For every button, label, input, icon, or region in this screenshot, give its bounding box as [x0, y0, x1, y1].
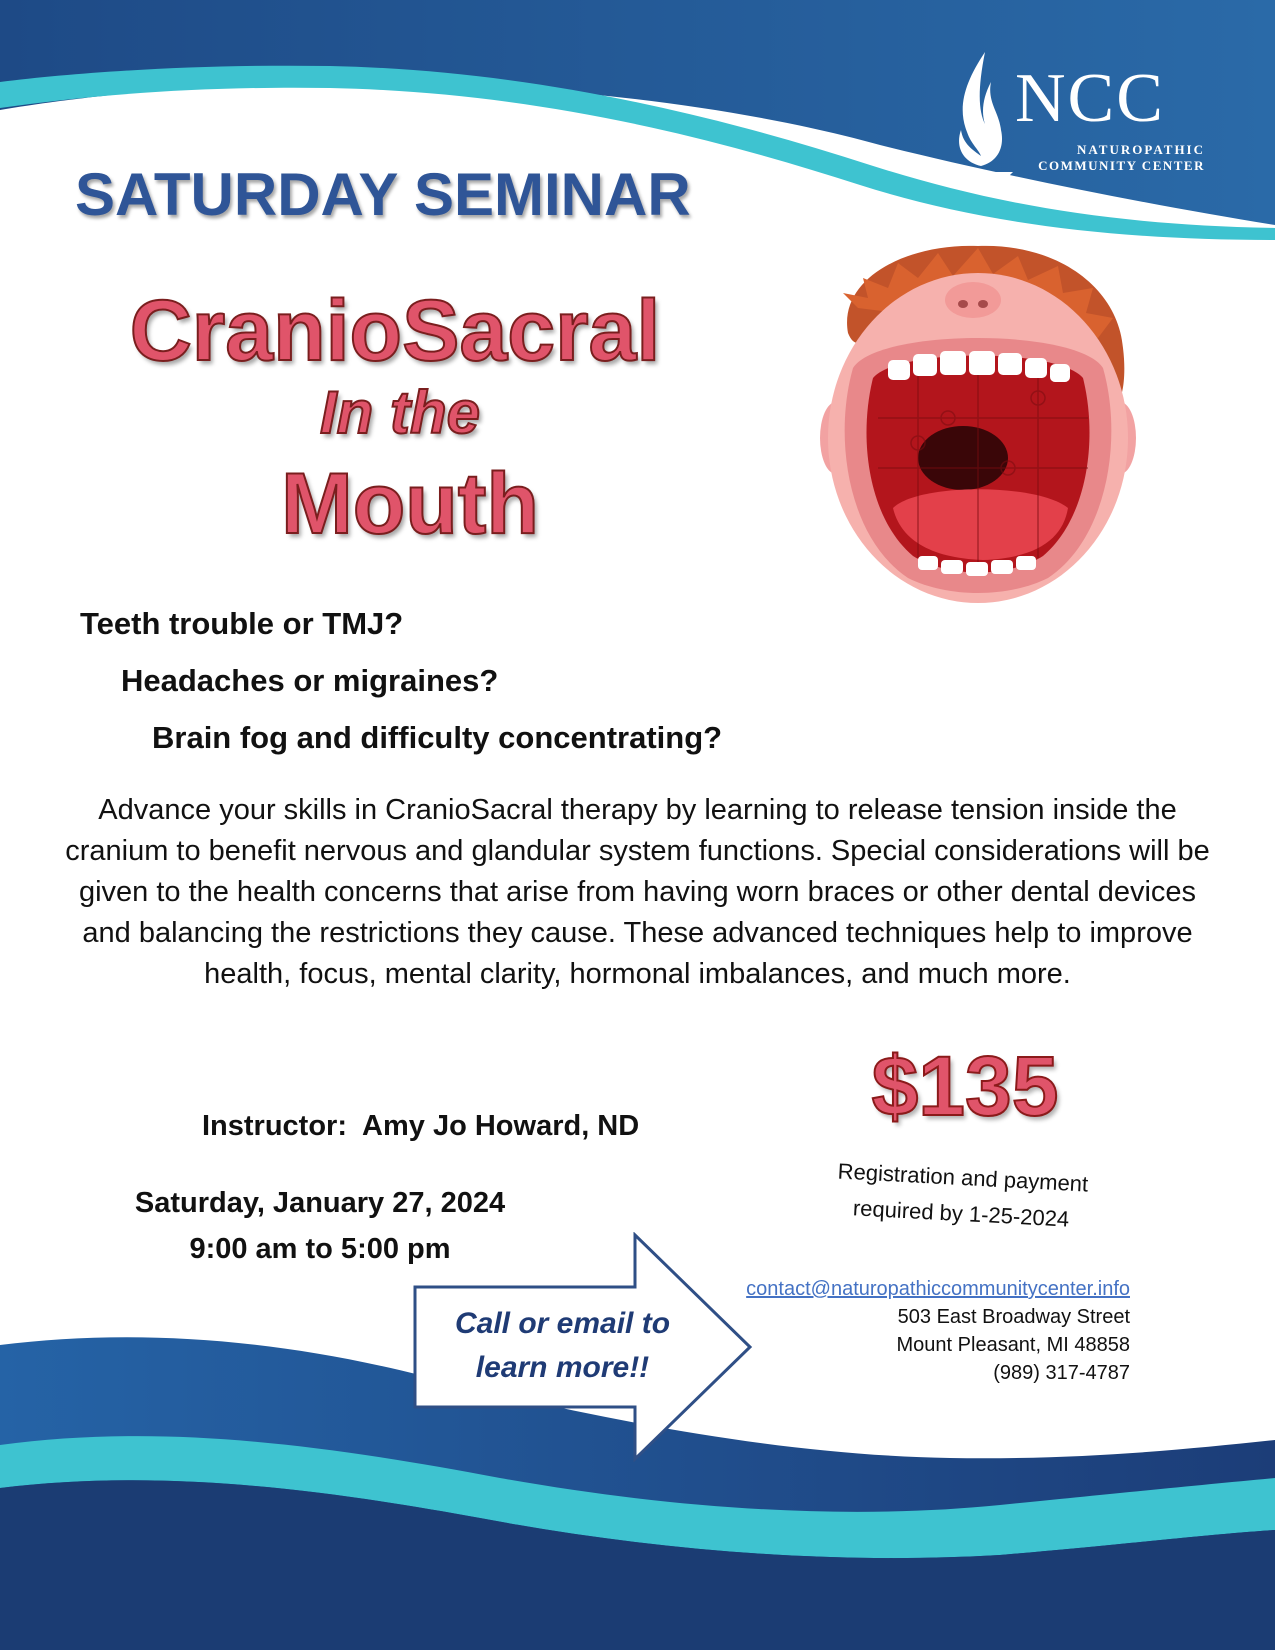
flame-icon	[945, 52, 1015, 182]
seminar-heading: SATURDAY SEMINAR	[75, 161, 691, 228]
question-1: Teeth trouble or TMJ?	[80, 606, 404, 641]
question-2: Headaches or migraines?	[121, 663, 499, 698]
price: $135	[871, 1039, 1059, 1133]
contact-info	[680, 1275, 1130, 1387]
seminar-description: Advance your skills in CranioSacral therapy by learning to release tension inside the cranium to benefit nervous and glandular system functions. Special considerations will be given to the health concerns that arise from having worn braces or other dental devices and balancing the restrictions they cause. These advanced techniques help to improve health, focus, mental clarity, hormonal imbalances, and much more.	[65, 794, 1210, 990]
instructor: Instructor: Amy Jo Howard, ND	[202, 1110, 640, 1142]
contact-city: Mount Pleasant, MI 48858	[896, 1334, 1130, 1356]
registration-note-line-1: Registration and payment	[837, 1158, 1089, 1197]
logo-subtitle-1: NATUROPATHIC	[1077, 142, 1205, 157]
cta-line-1: Call or email to	[454, 1307, 671, 1340]
registration-note-line-2: required by 1-25-2024	[852, 1195, 1070, 1232]
title-line-1: CranioSacral	[129, 283, 661, 379]
seminar-date: Saturday, January 27, 2024	[134, 1187, 506, 1219]
title-line-3: Mouth	[281, 456, 539, 552]
ncc-logo	[945, 52, 1205, 182]
question-3: Brain fog and difficulty concentrating?	[152, 720, 723, 755]
call-to-action	[425, 1302, 700, 1390]
logo-text: NCC	[1015, 60, 1165, 137]
contact-phone: (989) 317-4787	[993, 1362, 1130, 1384]
contact-email-link[interactable]: contact@naturopathiccommunitycenter.info	[746, 1278, 1130, 1300]
cta-line-2: learn more!!	[475, 1351, 650, 1384]
title-line-2: In the	[320, 379, 480, 446]
contact-street: 503 East Broadway Street	[897, 1306, 1130, 1328]
seminar-time: 9:00 am to 5:00 pm	[189, 1233, 451, 1265]
logo-subtitle-2: COMMUNITY CENTER	[1038, 158, 1205, 173]
open-mouth-puzzle-illustration	[818, 238, 1138, 608]
